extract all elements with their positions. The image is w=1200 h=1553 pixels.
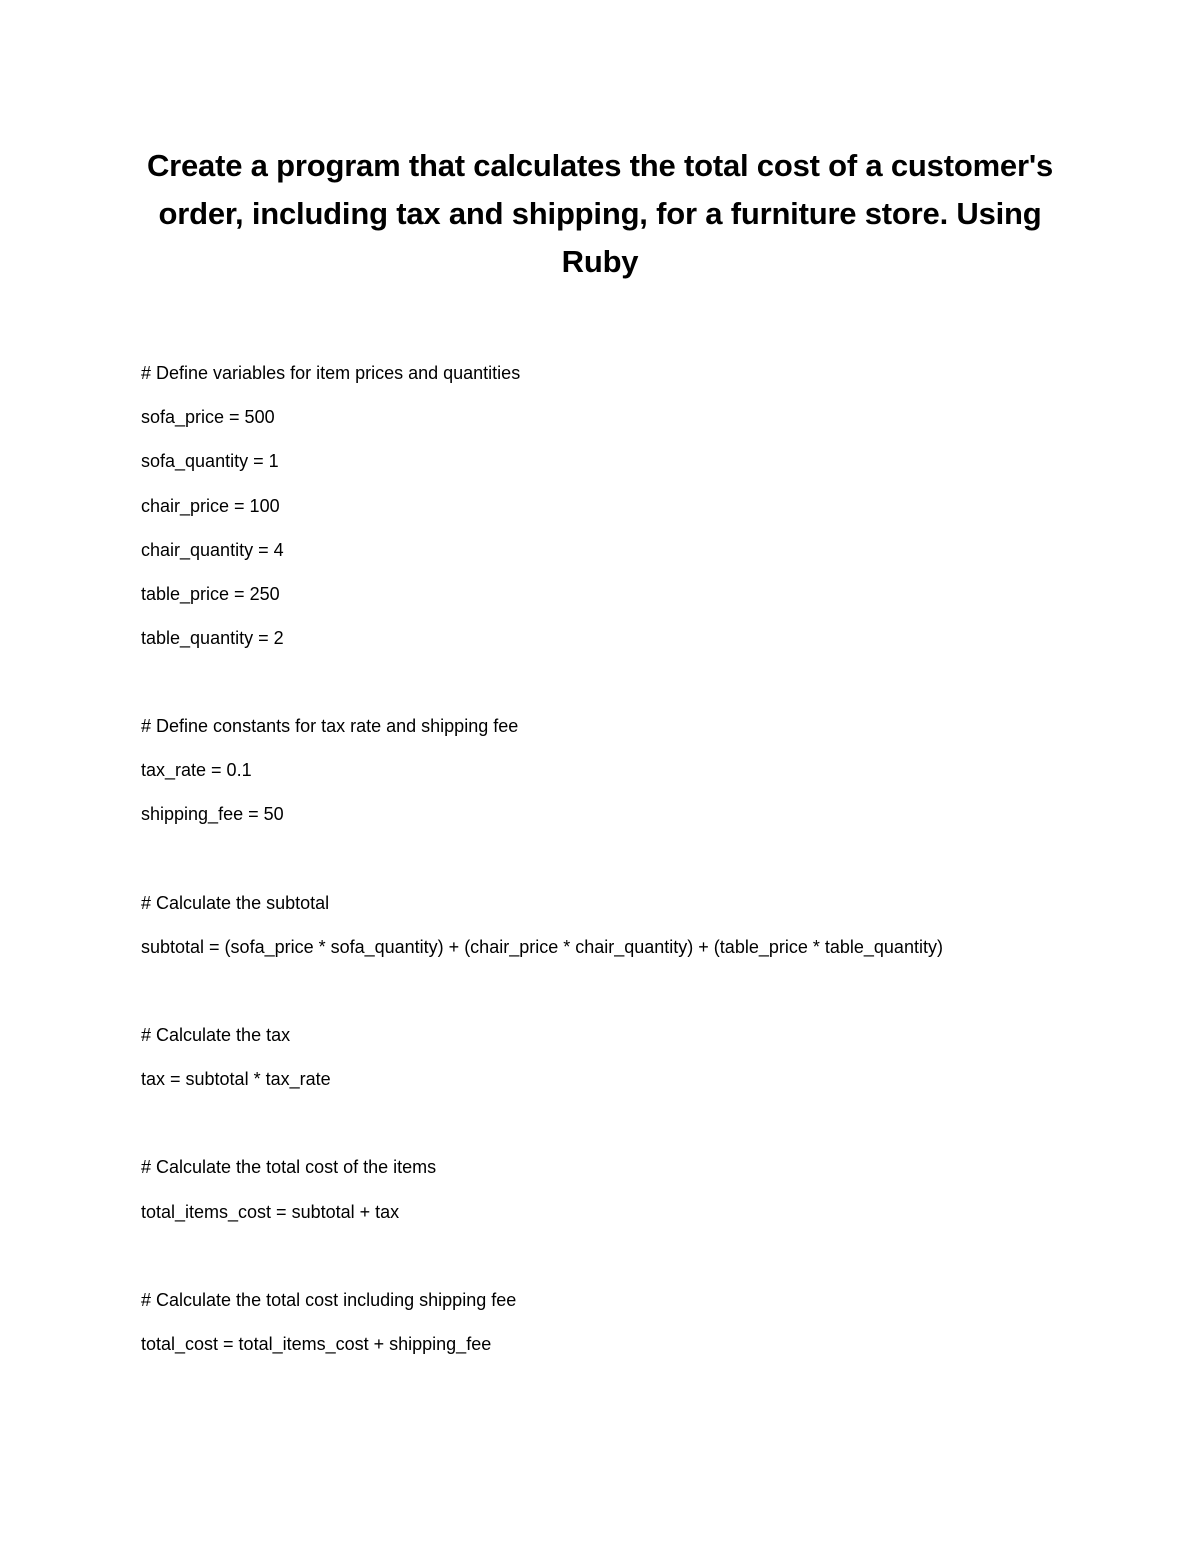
code-comment-calculate-tax: # Calculate the tax [141, 1025, 291, 1045]
code-line-total-cost: total_cost = total_items_cost + shipping_fee [141, 1334, 492, 1354]
code-line-sofa-quantity: sofa_quantity = 1 [141, 451, 279, 471]
code-line-subtotal: subtotal = (sofa_price * sofa_quantity) + (chair_price * chair_quantity) + (table_price * table_quantity) [141, 937, 943, 957]
code-line-chair-price: chair_price = 100 [141, 496, 280, 516]
document-title: Create a program that calculates the total cost of a customer's order, including tax and shipping, for a furniture store. Using Ruby [146, 148, 1054, 279]
code-comment-define-constants: # Define constants for tax rate and shipping fee [141, 716, 519, 736]
code-line-table-price: table_price = 250 [141, 584, 280, 604]
code-line-total-items-cost: total_items_cost = subtotal + tax [141, 1202, 400, 1222]
code-line-sofa-price: sofa_price = 500 [141, 407, 275, 427]
code-line-tax-rate: tax_rate = 0.1 [141, 760, 252, 780]
code-comment-define-variables: # Define variables for item prices and quantities [141, 363, 521, 383]
code-comment-calculate-subtotal: # Calculate the subtotal [141, 893, 330, 913]
code-comment-calculate-items-cost: # Calculate the total cost of the items [141, 1157, 437, 1177]
code-line-table-quantity: table_quantity = 2 [141, 628, 284, 648]
code-line-chair-quantity: chair_quantity = 4 [141, 540, 284, 560]
code-comment-calculate-total-cost: # Calculate the total cost including shipping fee [141, 1290, 517, 1310]
code-line-shipping-fee: shipping_fee = 50 [141, 804, 284, 824]
code-line-tax: tax = subtotal * tax_rate [141, 1069, 331, 1089]
